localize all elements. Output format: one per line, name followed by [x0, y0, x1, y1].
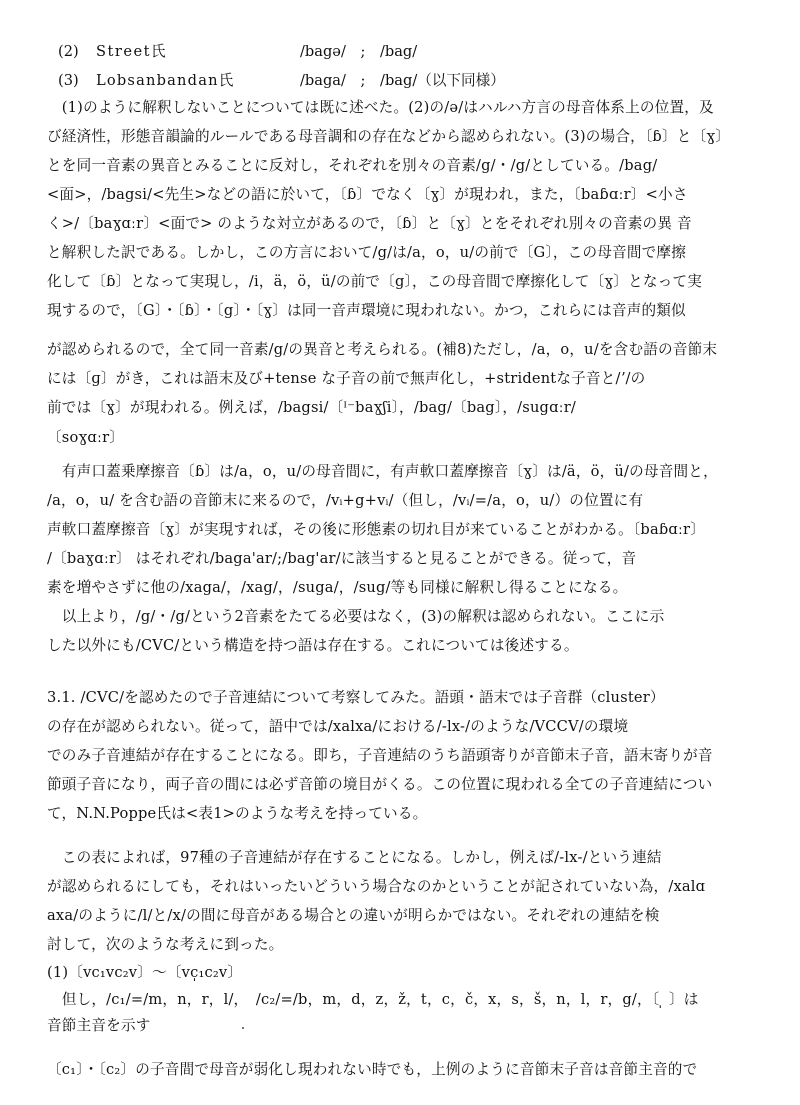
text-line: 音節主音を示す	[47, 1017, 151, 1034]
text-line: <面>，/bagsi/<先生>などの語に於いて，〔ɓ〕でなく〔ɣ〕が現われ，また，〔baɓɑːr〕<小さ	[47, 186, 688, 203]
text-line: と解釈した訳である。しかし，この方言において/g/は/a，o，u/の前で〔G〕，この母音間で摩擦	[47, 244, 687, 261]
section-heading-line: 3.1. /CVC/を認めたので子音連結について考察してみた。語頭・語末では子音群（cluster）	[47, 689, 665, 706]
text-line: 素を増やさずに他の/xaga/，/xag/，/suga/，/sug/等も同様に解釈し得ることになる。	[47, 579, 628, 596]
text-line: 節頭子音になり，両子音の間には必ず音節の境目がくる。この位置に現われる全ての子音連結につい	[47, 776, 713, 793]
text-line: の存在が認められない。従って，語中では/xalxa/における/-lx-/のような/VCCV/の環境	[47, 718, 629, 735]
text-line: 声軟口蓋摩擦音〔ɣ〕が実現すれば，その後に形態素の切れ目が来ていることがわかる。〔baɓɑːr〕	[47, 521, 706, 538]
example-3-source: Lobsanbandan氏	[96, 72, 235, 89]
text-line: でのみ子音連結が存在することになる。即ち，子音連結のうち語頭寄りが音節末子音，語末寄りが音	[47, 747, 713, 764]
example-2-forms: /bagə/ ; /bag/	[300, 43, 418, 60]
example-3-forms: /baga/ ; /bag/（以下同様）	[300, 72, 505, 89]
text-line: 有声口蓋乗摩擦音〔ɓ〕は/a，o，u/の母音間に，有声軟口蓋摩擦音〔ɣ〕は/ä，ö，ü/の母音間と，	[47, 463, 718, 480]
formula-line: (1)〔vc₁vc₂v〕～〔vc̩₁c₂v〕	[47, 964, 243, 981]
text-line: び経済性，形態音韻論的ルールである母音調和の存在などから認められない。(3)の場合，〔ɓ〕と〔ɣ〕	[47, 128, 731, 145]
text-line: 以上より，/g/・/g/という2音素をたてる必要はなく，(3)の解釈は認められない。ここに示	[47, 608, 665, 625]
text-line: この表によれば，97種の子音連結が存在することになる。しかし，例えば/-lx-/という連結	[47, 849, 662, 866]
text-line: 化して〔ɓ〕となって実現し，/i，ä，ö，ü/の前で〔g〕，この母音間で摩擦化して〔ɣ〕となって実	[47, 273, 703, 290]
text-line: 現するので，〔G〕・〔ɓ〕・〔g〕・〔ɣ〕は同一音声環境に現われない。かつ，これらには音声的類似	[47, 302, 686, 319]
text-line: く>/〔baɣɑːr〕<面で> のような対立があるので，〔ɓ〕と〔ɣ〕とをそれぞれ別々の音素の異 音	[47, 215, 692, 232]
text-line: 但し，/c₁/=/m，n，r，l/， /c₂/=/b，m，d，z，ž，t，c，č，x，s，š，n，l，r，g/，〔 ̩ 〕は	[47, 991, 699, 1008]
text-line: した以外にも/CVC/という構造を持つ語は存在する。これについては後述する。	[47, 637, 579, 654]
example-2-source: Street氏	[96, 43, 168, 60]
example-3-label: (3)	[58, 72, 79, 89]
text-line: 前では〔ɣ〕が現われる。例えば，/bagsi/〔ᴵ⁻baɣʃi〕，/bag/〔bag〕，/sugɑːr/	[47, 399, 577, 416]
example-2-label: (2)	[58, 43, 79, 60]
text-line: が認められるので，全て同一音素/g/の異音と考えられる。(補8)ただし，/a，o，u/を含む語の音節末	[47, 341, 718, 358]
scan-speck	[242, 1027, 244, 1029]
text-line: /〔baɣɑːr〕 はそれぞれ/baga'ar/;/bag'ar/に該当すると見ることができる。従って，音	[47, 550, 637, 567]
text-line: が認められるにしても，それはいったいどういう場合なのかということが記されていない為，/xalɑ	[47, 878, 706, 895]
text-line: 討して，次のような考えに到った。	[47, 936, 284, 953]
text-line: axa/のように/l/と/x/の間に母音がある場合との違いが明らかではない。それぞれの連結を検	[47, 907, 660, 924]
text-line: /a，o，u/ を含む語の音節末に来るので，/vᵢ+g+vᵢ/（但し，/vᵢ/=/a，o，u/）の位置に有	[47, 492, 644, 509]
text-line: (1)のように解釈しないことについては既に述べた。(2)の/ə/はハルハ方言の母音体系上の位置，及	[47, 99, 714, 116]
text-line: とを同一音素の異音とみることに反対し，それぞれを別々の音素/g/・/g/としている。/bag/	[47, 157, 658, 174]
text-line: 〔c₁〕・〔c₂〕の子音間で母音が弱化し現われない時でも，上例のように音節末子音は音節主音的で	[47, 1061, 698, 1078]
text-line: て，N.N.Poppe氏は<表1>のような考えを持っている。	[47, 805, 428, 822]
text-line: 〔soɣɑːr〕	[47, 429, 125, 446]
text-line: には〔ɡ〕がき，これは語末及び+tense な子音の前で無声化し，+stridentな子音と/ʼ/の	[47, 370, 646, 387]
